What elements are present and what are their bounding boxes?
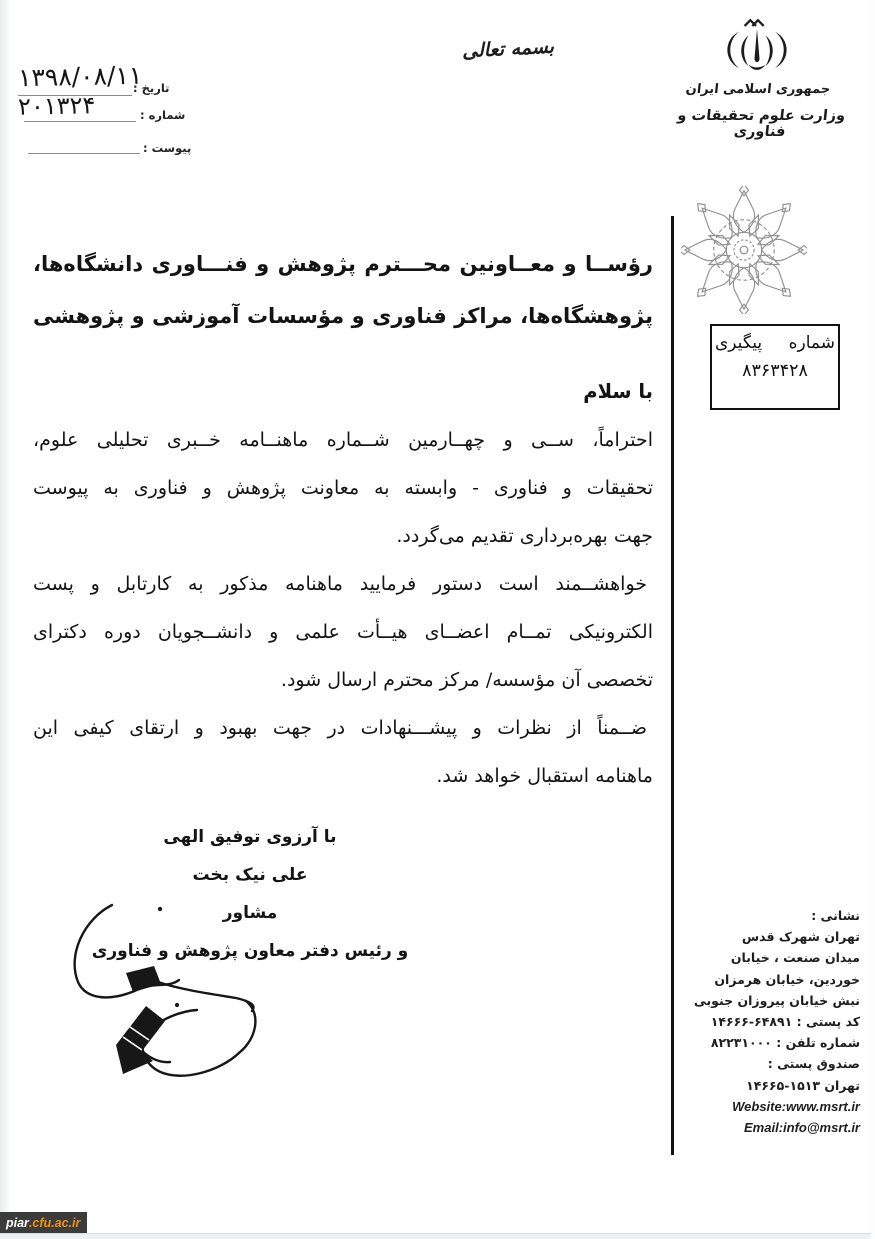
heading-line: رؤســا و معــاونین محـــترم پژوهش و فنـــاوری دانشگاه‌ها، (33, 252, 653, 276)
address-line: نبش خیابان پیروزان جنوبی (693, 992, 860, 1008)
signer-name: علی نیک بخت (192, 865, 308, 885)
body-line: خواهشــمند است دستور فرمایید ماهنامه مذکور به کارتابل و پست (33, 573, 647, 595)
heading-line: پژوهشگاه‌ها، مراکز فناوری و مؤسسات آموزشی و پژوهشی (33, 304, 653, 328)
postal-code-line: کد پستی : ۶۴۸۹۱-۱۴۶۶۶ (710, 1014, 860, 1030)
government-name: جمهوری اسلامی ایران (684, 82, 832, 97)
tracking-number-box (710, 324, 840, 410)
vertical-rule (671, 216, 674, 1155)
number-line (24, 121, 136, 122)
website-line: Website:www.msrt.ir (732, 1098, 860, 1114)
signature-blessing: با آرزوی توفیق الهی (163, 827, 337, 847)
attachment-label: پیوست : (143, 141, 192, 155)
body-line: تحقیقات و فناوری - وابسته به معاونت پژوهش و فناوری به پیوست (33, 477, 653, 499)
islamic-star-ornament-icon (681, 186, 807, 314)
address-line: نشانی : (811, 908, 860, 923)
watermark-banner (0, 1212, 87, 1233)
ministry-name: وزارت علوم تحقیقات و فناوری (676, 108, 847, 140)
tracking-number: ۸۳۶۳۴۲۸ (742, 361, 808, 381)
signer-title: و رئیس دفتر معاون پژوهش و فناوری (91, 941, 409, 961)
date-value: ۱۳۹۸/۰۸/۱۱ (17, 60, 143, 93)
address-block (680, 905, 860, 1138)
handwritten-signature-icon (50, 893, 270, 1103)
salutation: با سلام (583, 380, 653, 403)
body-line: ماهنامه استقبال خواهد شد. (436, 765, 653, 787)
letter-body (33, 238, 653, 800)
phone-line: شماره تلفن : ۸۲۲۳۱۰۰۰ (710, 1035, 860, 1051)
address-line: خوردین، خیابان هرمزان (714, 971, 860, 987)
bismillah-calligraphy: بسمه تعالی (461, 35, 555, 63)
address-line: تهران شهرک قدس (741, 929, 860, 945)
address-line: میدان صنعت ، خیابان (730, 950, 860, 966)
attachment-line (28, 153, 140, 154)
scan-edge-left (0, 0, 11, 1239)
date-label: تاریخ : (133, 81, 170, 95)
body-line: احتراماً، ســی و چهــارمین شــماره ماهنــامه خــبری تحلیلی علوم، (33, 429, 653, 451)
body-line: ضــمناً از نظرات و پیشـــنهادات در جهت بهبود و ارتقای کیفی این (33, 717, 647, 739)
body-line: الکترونیکی تمــام اعضــای هیــأت علمی و دانشــجویان دوره دکترای (33, 621, 653, 643)
number-value: ۲۰۱۳۲۴ (17, 91, 96, 121)
tracking-label: شماره پیگیری (715, 333, 835, 353)
email-line: Email:info@msrt.ir (744, 1120, 860, 1136)
po-box-label: صندوق پستی : (767, 1056, 860, 1072)
signer-title: مشاور (222, 903, 278, 923)
scan-edge-bottom (0, 1233, 875, 1239)
iran-emblem-icon (714, 18, 800, 76)
body-line: جهت بهره‌برداری تقدیم می‌گردد. (396, 525, 653, 547)
po-box-line: تهران ۱۵۱۳-۱۴۶۶۵ (746, 1077, 860, 1093)
body-line: تخصصی آن مؤسسه/ مرکز محترم ارسال شود. (280, 669, 653, 691)
watermark-prefix: piar (6, 1215, 29, 1230)
watermark-suffix: .cfu.ac.ir (28, 1215, 81, 1230)
number-label: شماره : (140, 108, 186, 122)
scan-edge-right (871, 0, 875, 1239)
